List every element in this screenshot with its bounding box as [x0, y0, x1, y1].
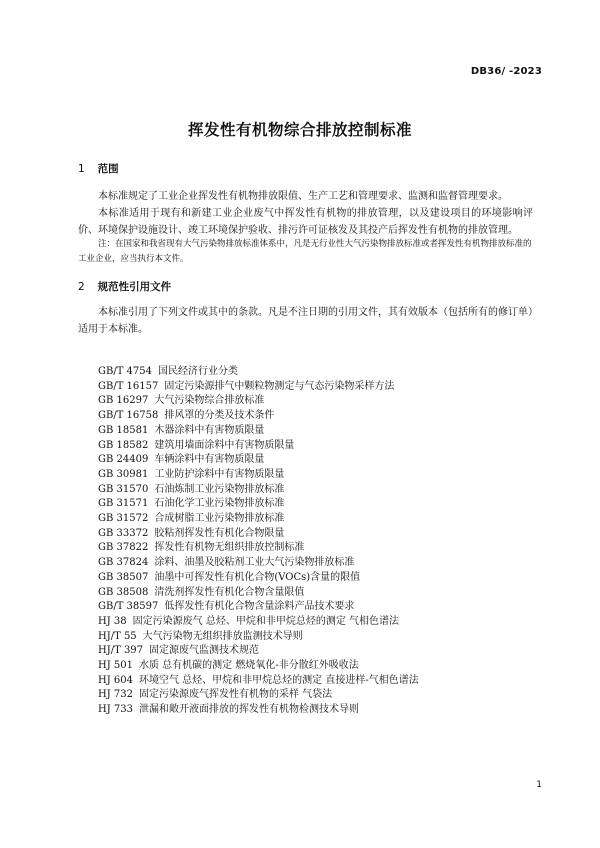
- section-1-note: 注：在国家和我省现有大气污染物排放标准体系中，凡是无行业性大气污染物排放标准或者挥发性有机物排放标准的工业企业，应当执行本文件。: [78, 239, 532, 264]
- reference-item: GB 31572 合成树脂工业污染物排放标准: [98, 513, 285, 525]
- section-2-number: 2: [78, 281, 85, 293]
- section-1-paragraph-1: 本标准规定了工业企业挥发性有机物排放限值、生产工艺和管理要求、监测和监督管理要求。: [98, 191, 508, 202]
- reference-list: [98, 365, 419, 718]
- section-1-title: 范围: [97, 163, 119, 175]
- reference-item: GB 16297 大气污染物综合排放标准: [98, 395, 265, 407]
- section-1-heading: [78, 161, 119, 176]
- reference-item: GB 24409 车辆涂料中有害物质限量: [98, 454, 265, 466]
- reference-item: GB 18582 建筑用墙面涂料中有害物质限量: [98, 439, 295, 451]
- reference-item: GB 37824 涂料、油墨及胶粘剂工业大气污染物排放标准: [98, 557, 355, 569]
- section-1-paragraph-2: 本标准适用于现有和新建工业企业废气中挥发性有机物的排放管理，以及建设项目的环境影响评价、环境保护设施设计、竣工环境保护验收、排污许可证核发及其投产后挥发性有机物的排放管理。: [78, 208, 533, 236]
- document-code: DB36/ -2023: [470, 66, 542, 77]
- reference-item: GB 31571 石油化学工业污染物排放标准: [98, 498, 285, 510]
- reference-item: HJ 732 固定污染源废气挥发性有机物的采样 气袋法: [98, 689, 333, 701]
- reference-item: GB 37822 挥发性有机物无组织排放控制标准: [98, 542, 305, 554]
- section-1-number: 1: [78, 163, 85, 175]
- page-number: 1: [536, 780, 542, 790]
- section-2-intro: 本标准引用了下列文件或其中的条款。凡是不注日期的引用文件，其有效版本（包括所有的修订单）适用于本标准。: [78, 307, 533, 335]
- reference-item: GB 38507 油墨中可挥发性有机化合物(VOCs)含量的限值: [98, 571, 361, 583]
- reference-item: GB/T 38597 低挥发性有机化合物含量涂料产品技术要求: [98, 601, 355, 613]
- reference-item: HJ/T 55 大气污染物无组织排放监测技术导则: [98, 630, 303, 642]
- reference-item: HJ 604 环境空气 总烃、甲烷和非甲烷总烃的测定 直接进样-气相色谱法: [98, 674, 419, 686]
- reference-item: GB 18581 木器涂料中有害物质限量: [98, 424, 265, 436]
- section-2-title: 规范性引用文件: [97, 281, 172, 293]
- reference-item: GB 38508 清洗剂挥发性有机化合物含量限值: [98, 586, 305, 598]
- section-2-heading: [78, 279, 171, 294]
- reference-item: HJ 501 水质 总有机碳的测定 燃烧氧化-非分散红外吸收法: [98, 660, 359, 672]
- page-title: 挥发性有机物综合排放控制标准: [187, 121, 412, 139]
- reference-item: GB/T 16157 固定污染源排气中颗粒物测定与气态污染物采样方法: [98, 380, 395, 392]
- reference-item: GB 31570 石油炼制工业污染物排放标准: [98, 483, 285, 495]
- reference-item: GB 33372 胶粘剂挥发性有机化合物限量: [98, 527, 285, 539]
- reference-item: HJ 38 固定污染源废气 总烃、甲烷和非甲烷总烃的测定 气相色谱法: [98, 615, 399, 627]
- reference-item: HJ 733 泄漏和敞开液面排放的挥发性有机物检测技术导则: [98, 704, 359, 716]
- reference-item: HJ/T 397 固定源废气监测技术规范: [98, 645, 260, 657]
- reference-item: GB/T 4754 国民经济行业分类: [98, 366, 239, 377]
- reference-item: GB/T 16758 排风罩的分类及技术条件: [98, 410, 275, 422]
- reference-item: GB 30981 工业防护涂料中有害物质限量: [98, 468, 285, 480]
